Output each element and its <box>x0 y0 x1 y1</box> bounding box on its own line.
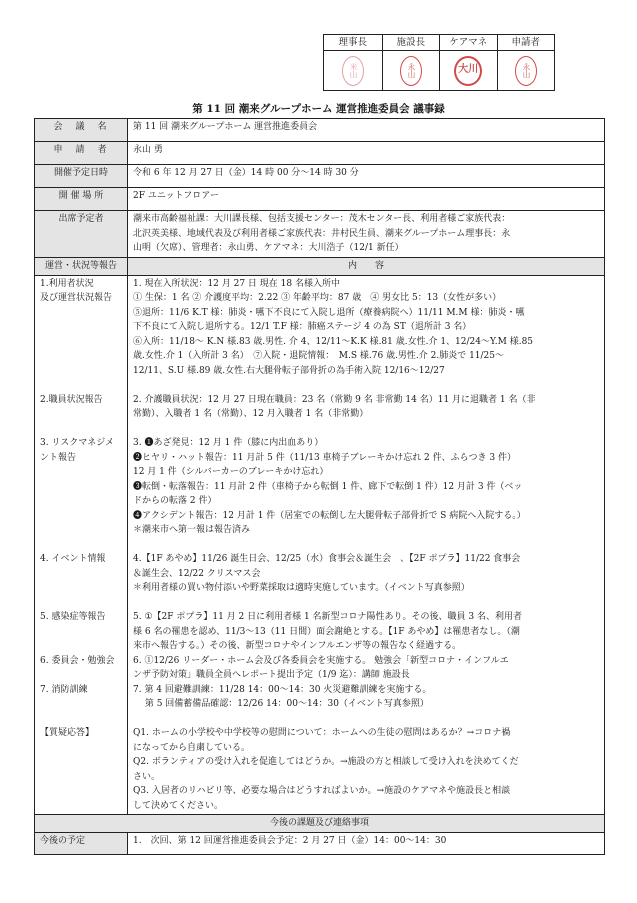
field-label: 開 催 場 所 <box>35 188 128 211</box>
report-line <box>133 712 599 727</box>
attendees-line: 山明（欠席）、管理者：永山勇、ケアマネ：大川浩子（12/1 新任） <box>133 243 404 253</box>
section-spacer <box>40 422 122 437</box>
seal-stamp: 大川 <box>454 56 482 86</box>
section-spacer <box>40 538 122 553</box>
seal-stamp: 永山 <box>515 56 537 86</box>
section-spacer <box>40 625 122 640</box>
field-row-applicant <box>35 142 605 165</box>
attendees-label: 出席予定者 <box>35 211 128 258</box>
field-value: 令和 6 年 12 月 27 日（金）14 時 00 分～14 時 30 分 <box>128 165 605 188</box>
section-spacer <box>40 480 122 495</box>
section-spacer <box>40 364 122 379</box>
section-spacer <box>40 509 122 524</box>
attendees-line: 北沢英美様、地域代表及び利用者様ご家族代表：井村民生員、潮来グループホーム理事長：永 <box>133 228 511 239</box>
report-line: Q2. ボランティアの受け入れを促進してはどうか。→施設の方と相談して受け入れを決めてくだ <box>133 757 519 767</box>
field-row-venue <box>35 188 605 211</box>
future-label: 今後の予定 <box>35 833 128 855</box>
report-line: ① 生保：1 名 ② 介護度平均：2.22 ③ 年齢平均：87 歳 ④ 男女比 5：13（女性が多い） <box>133 293 502 303</box>
report-line: 下不良にて入院し退所する。12/1 T.F 様：肺癌ステージ 4 の為 ST（退所計 3 名） <box>133 322 472 332</box>
minutes-table <box>34 118 605 855</box>
stamp-applicant <box>497 35 555 90</box>
report-header-left: 運営・状況等報告 <box>35 257 128 275</box>
future-header: 今後の課題及び連絡事項 <box>35 815 605 833</box>
report-line: さい。 <box>133 771 161 782</box>
section-spacer <box>40 639 122 654</box>
report-line: 7. 第 4 回避難訓練：11/28 14：00～14：30 火災避難訓練を実施する。 <box>133 684 432 695</box>
future-value: 1. 次回、第 12 回運営推進委員会予定：2 月 27 日（金）14：00～14：30 <box>128 833 605 855</box>
section-heading: 7. 消防訓練 <box>40 684 88 695</box>
section-spacer <box>40 581 122 596</box>
report-line: 5. ①【2F ポプラ】11 月 2 日に利用者様 1 名新型コロナ陽性あり。その後、職員 3 名、利用者 <box>133 612 523 622</box>
report-sidebar <box>35 275 128 815</box>
report-line: ンザ予防対策」職員全員へレポート提出予定（1/9 迄）：講師 施設長 <box>133 670 410 680</box>
section-heading: 5. 感染症等報告 <box>40 612 106 622</box>
section-spacer <box>40 378 122 393</box>
section-heading: ント報告 <box>40 452 77 463</box>
report-line: ⑤退所：11/6 K.T 様：肺炎・嚥下不良にて入院し退所（療養病院へ）11/11 M.M 様：肺炎・嚥 <box>133 307 525 318</box>
attendees-row <box>35 211 605 258</box>
report-line: 6. ①12/26 リーダー・ホーム会及び各委員会を実施する。 勉強会「新型コロナ・インフルエ <box>133 655 509 666</box>
section-spacer <box>40 596 122 611</box>
report-line: になってから自粛している。 <box>133 742 251 753</box>
report-line <box>133 378 599 393</box>
report-line: 2. 介護職員状況：12 月 27 日現在職員：23 名（常勤 9 名 非常勤 14 名）11 月に退職者 1 名（非 <box>133 394 536 405</box>
stamp-care-manager <box>439 35 497 90</box>
report-line: ＊潮来市へ第一報は報告済み <box>133 525 251 535</box>
section-spacer <box>40 697 122 712</box>
field-value: 第 11 回 潮来グループホーム 運営推進委員会 <box>128 119 605 142</box>
section-heading: 1.利用者状況 <box>40 278 94 289</box>
report-line: 12 月 1 件（シルバーカーのブレーキかけ忘れ） <box>133 467 329 477</box>
section-spacer <box>40 712 122 727</box>
section-spacer <box>40 349 122 364</box>
section-spacer <box>40 335 122 350</box>
report-line: 1. 現在入所状況：12 月 27 日 現在 18 名様入所中 <box>133 278 340 289</box>
report-line: ❸転倒・転落報告：11 月計 2 件（車椅子から転倒 1 件、廊下で転倒 1 件）12 月計 3 件（ベッ <box>133 481 523 492</box>
section-spacer <box>40 320 122 335</box>
section-heading: 2.職員状況報告 <box>40 394 103 405</box>
report-line: ドからの転落 2 件） <box>133 496 217 506</box>
section-spacer <box>40 407 122 422</box>
stamp-chairman <box>324 35 382 90</box>
field-row-meeting-name <box>35 119 605 142</box>
section-spacer <box>40 465 122 480</box>
report-line: ⑥入所：11/18～ K.N 様.83 歳.男性. 介 4、12/11～K.K 様.81 歳.女性.介 1、12/24～Y.M 様.85 <box>133 336 534 347</box>
seal-stamp: 米山 <box>342 56 364 86</box>
report-line: ＆誕生会、12/22 クリスマス会 <box>133 568 261 579</box>
field-row-datetime <box>35 165 605 188</box>
report-line: 常勤）、入職者 1 名（常勤）、12 月入職者 1 名（非常勤） <box>133 409 369 419</box>
report-line: ＊利用者様の買い物付添いや野菜採取は適時実施しています。（イベント写真参照） <box>133 583 470 593</box>
section-spacer <box>40 770 122 785</box>
report-line: 歳.女性.介 1（入所計 3 名） ⑦入院・退院情報： M.S 様.76 歳.男性.介 2.肺炎で 11/25～ <box>133 351 505 361</box>
report-content <box>128 275 605 815</box>
section-spacer <box>40 567 122 582</box>
report-line: 第 5 回備蓄備品確認：12/26 14：00～14：30（イベント写真参照） <box>133 699 429 709</box>
field-label: 会 議 名 <box>35 119 128 142</box>
future-header-row <box>35 815 605 833</box>
seal-stamp: 永山 <box>400 56 422 86</box>
section-heading: 3. リスクマネジメ <box>40 438 114 448</box>
report-line: ❹アクシデント報告：12 月計 1 件（居室での転倒し左大腿骨転子部骨折で S 病院へ入院する。） <box>133 510 526 521</box>
section-heading: 及び運営状況報告 <box>40 293 113 303</box>
section-spacer <box>40 668 122 683</box>
section-heading: 【質疑応答】 <box>40 728 95 738</box>
section-spacer <box>40 523 122 538</box>
report-body-row <box>35 275 605 815</box>
report-line <box>133 596 599 611</box>
section-heading: 4. イベント情報 <box>40 554 106 564</box>
stamp-director <box>382 35 440 90</box>
report-line: Q3. 入居者のリハビリ等、必要な場合はどうすればよいか。→施設のケアマネや施設長と相談 <box>133 786 511 796</box>
report-line: 4.【1F あやめ】11/26 誕生日会、12/25（水）食事会＆誕生会 、【2F ポプラ】11/22 食事会 <box>133 554 521 564</box>
field-label: 申 請 者 <box>35 142 128 165</box>
section-spacer <box>40 755 122 770</box>
report-header-right: 内 容 <box>128 257 605 275</box>
report-line: Q1. ホームの小学校や中学校等の慰問について：ホームへの生徒の慰問はあるか？→コロナ禍 <box>133 728 511 738</box>
attendees-list <box>128 211 605 258</box>
section-spacer <box>40 784 122 799</box>
section-spacer <box>40 799 122 814</box>
document-title: 第 11 回 潮来グループホーム 運営推進委員会 議事録 <box>192 103 445 115</box>
report-line: 3. ❶あざ発見：12 月 1 件（膝に内出血あり） <box>133 438 324 448</box>
report-line: 来市へ報告する。）その後、新型コロナやインフルエンザ等の報告なく経過する。 <box>133 641 462 651</box>
stamp-label: 施設長 <box>383 35 440 51</box>
report-line <box>133 422 599 437</box>
field-value: 2F ユニットフロアー <box>128 188 605 211</box>
field-label: 開催予定日時 <box>35 165 128 188</box>
field-value: 永山 勇 <box>128 142 605 165</box>
attendees-line: 潮来市高齢福祉課：大川課長様、包括支援センター：茂木センター長、利用者様ご家族代表： <box>133 214 511 224</box>
section-spacer <box>40 306 122 321</box>
section-spacer <box>40 741 122 756</box>
section-heading: 6. 委員会・勉強会 <box>40 655 115 666</box>
report-line: ❷ヒヤリ・ハット報告：11 月計 5 件（11/13 車椅子ブレーキかけ忘れ 2 件、ふらつき 3 件） <box>133 452 517 463</box>
stamp-label: 申請者 <box>498 35 555 51</box>
report-line: して決めてください。 <box>133 800 224 811</box>
approval-stamp-table <box>323 34 555 91</box>
report-header-row <box>35 257 605 275</box>
report-line: 様 6 名の罹患を認め、11/3～13（11 日間）面会謝絶とする。【1F あやめ】は罹患者なし。（潮 <box>133 626 520 637</box>
section-spacer <box>40 494 122 509</box>
stamp-label: ケアマネ <box>440 35 497 51</box>
report-line <box>133 538 599 553</box>
future-row <box>35 833 605 855</box>
stamp-label: 理事長 <box>324 35 382 51</box>
report-line: 12/11、S.U 様.89 歳.女性.右大腿骨転子部骨折の為手術入院 12/16～12/27 <box>133 365 445 376</box>
